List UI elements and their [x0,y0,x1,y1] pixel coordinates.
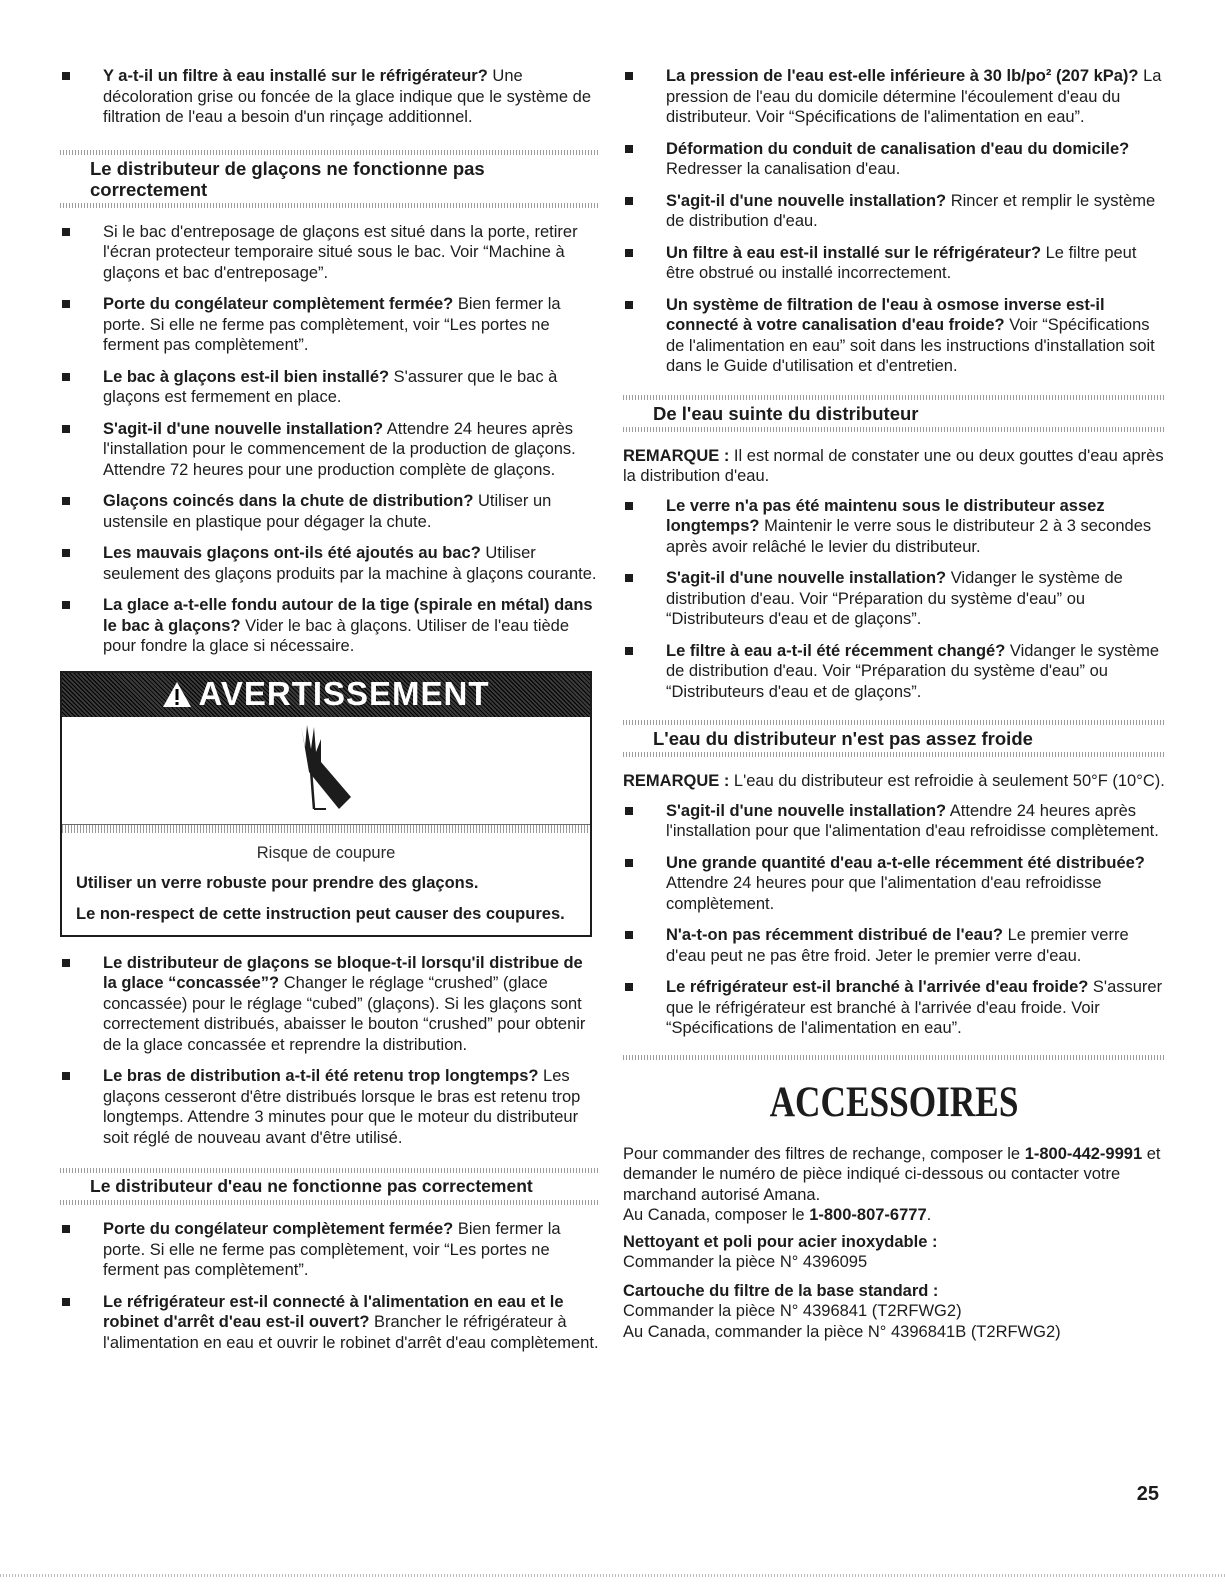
section-rule-bottom [60,1200,600,1205]
list-item: N'a-t-on pas récemment distribué de l'eau? Le premier verre d'eau peut ne pas être froid. Jeter le premier verre d'eau. [623,925,1165,966]
accessory-item-cleaner [623,1232,1165,1273]
list-item: Une grande quantité d'eau a-t-elle récemment été distribuée? Attendre 24 heures pour que l'alimentation d'eau refroidisse complètement. [623,853,1165,915]
warning-box [60,671,592,937]
list-item: La pression de l'eau est-elle inférieure à 30 lb/po² (207 kPa)? La pression de l'eau du domicile détermine l'écoulement d'eau du distributeur. Voir “Spécifications de l'alimentation en eau”. [623,66,1165,128]
list-item: S'agit-il d'une nouvelle installation? Attendre 24 heures après l'installation pour le commencement de la production de glaçons. Attendre 72 heures pour une production complète de glaçons. [60,419,600,481]
section-rule [623,1055,1165,1060]
section-title: Le distributeur d'eau ne fonctionne pas correctement [90,1176,533,1196]
list-item: Le filtre à eau a-t-il été récemment changé? Vidanger le système de distribution d'eau. Voir “Préparation du système d'eau” ou “Distributeurs d'eau et de glaçons”. [623,641,1165,703]
ice-bullet-list [60,222,600,657]
list-item: S'agit-il d'une nouvelle installation? Rincer et remplir le système de distribution d'eau. [623,191,1165,232]
warning-banner-text: AVERTISSEMENT [198,675,490,713]
accessories-rule [623,1055,1165,1060]
leak-bullet-list [623,496,1165,703]
cut-hazard-icon [281,717,371,823]
section-rule-top [60,150,600,155]
water-bullet-list-cont [623,66,1165,377]
section-water-leak [623,395,1165,432]
phone-number: 1-800-442-9991 [1024,1144,1143,1163]
cold-bullet-list [623,801,1165,1039]
accessories-title: ACCESSOIRES [769,1078,1019,1126]
accessory-item-part: Commander la pièce N° 4396841 (T2RFWG2) [623,1302,962,1320]
section-rule-top [623,395,1165,400]
accessory-item-title: Nettoyant et poli pour acier inoxydable : [623,1232,938,1251]
list-item: Le bras de distribution a-t-il été retenu trop longtemps? Les glaçons cesseront d'être distribués lorsque le bras est retenu trop longtemps. Attendre 3 minutes pour que le moteur du distributeur soit réglé de nouveau avant d'être utilisé. [60,1066,600,1148]
ice-bullet-list-2 [60,953,600,1149]
bullet-title: Y a-t-il un filtre à eau installé sur le réfrigérateur? [103,67,488,85]
list-item: Déformation du conduit de canalisation d'eau du domicile? Redresser la canalisation d'eau. [623,139,1165,180]
warning-symbol-area [62,717,590,825]
warning-consequence: Le non-respect de cette instruction peut causer des coupures. [76,904,565,923]
section-title: Le distributeur de glaçons ne fonctionne pas correctement [90,157,485,200]
bullet-text: Une décoloration grise ou foncée de la glace indique que le système de filtration de l'eau a besoin d'un rinçage additionnel. [103,67,591,126]
warning-divider [62,825,590,833]
list-item: Un filtre à eau est-il installé sur le réfrigérateur? Le filtre peut être obstrué ou installé incorrectement. [623,243,1165,284]
warning-banner [62,673,590,717]
list-item: Glaçons coincés dans la chute de distribution? Utiliser un ustensile en plastique pour dégager la chute. [60,491,600,532]
list-item: Le verre n'a pas été maintenu sous le distributeur assez longtemps? Maintenir le verre sous le distributeur 2 à 3 secondes après avoir relâché le levier du distributeur. [623,496,1165,558]
list-item: Porte du congélateur complètement fermée? Bien fermer la porte. Si elle ne ferme pas complètement, voir “Les portes ne ferment pas complètement”. [60,1219,600,1281]
left-column [60,66,600,1364]
section-rule-top [60,1168,600,1173]
list-item: Un système de filtration de l'eau à osmose inverse est-il connecté à votre canalisation d'eau froide? Voir “Spécifications de l'alimentation en eau” soit dans les instructions d'installation soit dans le Guide d'utilisation et d'entretien. [623,295,1165,377]
list-item: Le bac à glaçons est-il bien installé? S'assurer que le bac à glaçons est fermement en place. [60,367,600,408]
accessory-item-part-canada: Au Canada, commander la pièce N° 4396841B (T2RFWG2) [623,1322,1061,1341]
list-item: Le réfrigérateur est-il branché à l'arrivée d'eau froide? S'assurer que le réfrigérateur est branché à l'arrivée d'eau froide. Voir “Spécifications de l'alimentation en eau”. [623,977,1165,1039]
accessories-order-text: Pour commander des filtres de rechange, composer le 1-800-442-9991 et demander le numéro de pièce indiqué ci-dessous ou contacter votre marchand autorisé Amana. Au Canada, composer le 1-800-807-6777. [623,1144,1161,1224]
water-bullet-list [60,1219,600,1353]
bullet-filter-installed [60,66,600,128]
accessory-item-title: Cartouche du filtre de la base standard : [623,1281,939,1300]
section-rule-top [623,720,1165,725]
accessory-item-filter [623,1281,1165,1343]
list-item: S'agit-il d'une nouvelle installation? Vidanger le système de distribution d'eau. Voir “Préparation du système d'eau” ou “Distributeurs d'eau et de glaçons”. [623,568,1165,630]
section-water-dispenser [60,1168,600,1205]
list-item: Le réfrigérateur est-il connecté à l'alimentation en eau et le robinet d'arrêt d'eau est-il ouvert? Brancher le réfrigérateur à l'alimentation en eau et ouvrir le robinet d'arrêt d'eau complètement. [60,1292,600,1354]
phone-number-canada: 1-800-807-6777 [809,1206,927,1224]
cold-note: REMARQUE : L'eau du distributeur est refroidie à seulement 50°F (10°C). [623,772,1165,790]
section-rule-bottom [623,427,1165,432]
section-rule-bottom [623,752,1165,757]
section-water-not-cold [623,720,1165,757]
right-column [623,66,1165,1350]
list-item: La glace a-t-elle fondu autour de la tige (spirale en métal) dans le bac à glaçons? Vider le bac à glaçons. Utiliser de l'eau tiède pour fondre la glace si nécessaire. [60,595,600,657]
section-title: De l'eau suinte du distributeur [653,402,919,424]
warning-risk: Risque de coupure [256,843,396,862]
page-number: 25 [1136,1483,1159,1505]
accessory-item-part: Commander la pièce N° 4396095 [623,1253,868,1271]
leak-note: REMARQUE : Il est normal de constater une ou deux gouttes d'eau après la distribution d'eau. [623,446,1164,485]
list-item: S'agit-il d'une nouvelle installation? Attendre 24 heures après l'installation pour que l'alimentation d'eau refroidisse complètement. [623,801,1165,842]
warning-instruction: Utiliser un verre robuste pour prendre des glaçons. [76,874,479,892]
list-item: Si le bac d'entreposage de glaçons est situé dans la porte, retirer l'écran protecteur temporaire situé sous le bac. Voir “Machine à glaçons et bac d'entreposage”. [60,222,600,284]
page-bottom-rule [0,1574,1225,1577]
list-item: Les mauvais glaçons ont-ils été ajoutés au bac? Utiliser seulement des glaçons produits par la machine à glaçons courante. [60,543,600,584]
section-ice-dispenser [60,150,600,208]
section-rule-bottom [60,203,600,208]
list-item: Le distributeur de glaçons se bloque-t-il lorsqu'il distribue de la glace “concassée”? Changer le réglage “crushed” (glace concassée) pour le réglage “cubed” (glaçons). Si les glaçons sont correctement distribués, abaisser le bouton “crushed” pour obtenir de la glace concassée et reprendre la distribution. [60,953,600,1056]
warning-body [62,833,590,935]
warning-triangle-icon [162,681,192,708]
list-item: Porte du congélateur complètement fermée? Bien fermer la porte. Si elle ne ferme pas complètement, voir “Les portes ne ferment pas complètement”. [60,294,600,356]
section-title: L'eau du distributeur n'est pas assez froide [653,728,1033,749]
